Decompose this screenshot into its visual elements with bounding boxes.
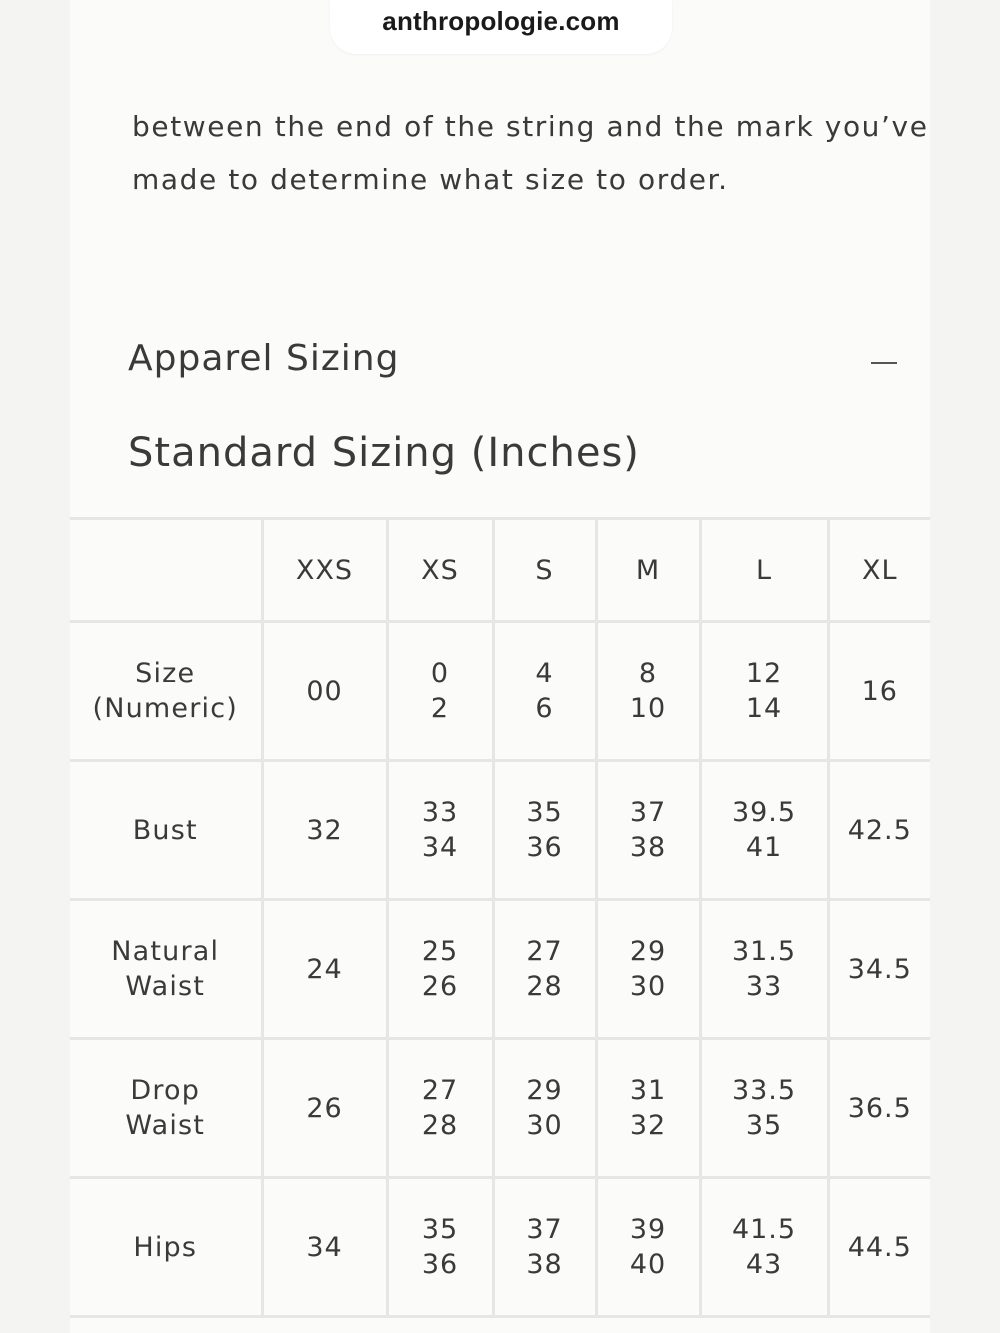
table-cell bbox=[493, 761, 596, 900]
header-cell-empty bbox=[70, 519, 262, 622]
table-cell bbox=[596, 1039, 700, 1178]
header-cell-xxs: XXS bbox=[262, 519, 387, 622]
row-label-line: Bust bbox=[132, 814, 198, 846]
table-cell bbox=[596, 622, 700, 761]
cell-value: 6 bbox=[535, 693, 554, 724]
header-cell-l: L bbox=[700, 519, 828, 622]
cell-value: 8 bbox=[638, 658, 658, 689]
header-cell-m: M bbox=[596, 519, 700, 622]
address-bar[interactable] bbox=[330, 0, 672, 54]
intro-line-1: between the end of the string and the mark you’ve bbox=[132, 110, 929, 143]
cell-value: 31.5 bbox=[731, 936, 797, 967]
cell-value: 34.5 bbox=[847, 953, 912, 985]
cell-value: 42.5 bbox=[847, 814, 912, 846]
row-label-line: Hips bbox=[133, 1231, 198, 1263]
table-row bbox=[70, 900, 930, 1039]
cell-value: 35 bbox=[526, 797, 563, 828]
cell-value: 38 bbox=[526, 1249, 563, 1280]
cell-value: 37 bbox=[629, 797, 667, 828]
header-cell-xl: XL bbox=[828, 519, 930, 622]
cell-value: 43 bbox=[745, 1249, 783, 1280]
cell-value: 2 bbox=[430, 693, 450, 724]
table-cell bbox=[700, 1039, 828, 1178]
header-row bbox=[70, 519, 930, 622]
cell-value: 41.5 bbox=[731, 1214, 797, 1245]
url-text: anthropologie.com bbox=[382, 6, 620, 36]
table-cell bbox=[262, 761, 387, 900]
table-cell bbox=[493, 900, 596, 1039]
intro-line-2: made to determine what size to order. bbox=[132, 163, 729, 196]
cell-value: 33 bbox=[421, 797, 459, 828]
cell-value: 25 bbox=[421, 936, 459, 967]
table-cell bbox=[262, 1039, 387, 1178]
cell-value: 35 bbox=[421, 1214, 459, 1245]
cell-value: 33 bbox=[745, 971, 783, 1002]
table-cell bbox=[596, 761, 700, 900]
row-label-line: Waist bbox=[125, 971, 206, 1002]
table-cell bbox=[828, 900, 930, 1039]
table-cell bbox=[387, 1178, 493, 1317]
header-cell-s: S bbox=[493, 519, 596, 622]
cell-value: 36 bbox=[421, 1249, 459, 1280]
row-label-line: Natural bbox=[111, 936, 220, 967]
row-label bbox=[70, 1178, 262, 1317]
cell-value: 29 bbox=[526, 1075, 563, 1106]
row-label-line: Size bbox=[135, 658, 196, 689]
intro-text bbox=[132, 100, 929, 206]
size-chart-table bbox=[70, 517, 930, 1318]
table-cell bbox=[262, 622, 387, 761]
table-cell bbox=[262, 1178, 387, 1317]
section-title: Apparel Sizing bbox=[128, 338, 400, 379]
cell-value: 24 bbox=[306, 953, 343, 985]
table-cell bbox=[700, 761, 828, 900]
cell-value: 16 bbox=[861, 675, 898, 707]
table-cell bbox=[387, 900, 493, 1039]
table-row bbox=[70, 1039, 930, 1178]
table-cell bbox=[828, 761, 930, 900]
cell-value: 0 bbox=[430, 658, 450, 689]
table-row bbox=[70, 761, 930, 900]
table-row bbox=[70, 1178, 930, 1317]
cell-value: 34 bbox=[421, 832, 459, 863]
row-label bbox=[70, 622, 262, 761]
table-cell bbox=[596, 1178, 700, 1317]
cell-value: 26 bbox=[306, 1092, 343, 1124]
cell-value: 39 bbox=[629, 1214, 667, 1245]
cell-value: 40 bbox=[629, 1249, 667, 1280]
cell-value: 27 bbox=[526, 936, 563, 967]
table-cell bbox=[828, 1178, 930, 1317]
cell-value: 27 bbox=[421, 1075, 459, 1106]
cell-value: 41 bbox=[745, 832, 783, 863]
cell-value: 39.5 bbox=[731, 797, 797, 828]
cell-value: 30 bbox=[629, 971, 667, 1002]
cell-value: 26 bbox=[421, 971, 459, 1002]
minus-icon[interactable] bbox=[871, 362, 897, 364]
table-cell bbox=[493, 622, 596, 761]
row-label bbox=[70, 1039, 262, 1178]
cell-value: 00 bbox=[306, 675, 343, 707]
cell-value: 30 bbox=[526, 1110, 563, 1141]
cell-value: 4 bbox=[535, 658, 554, 689]
cell-value: 36.5 bbox=[847, 1092, 912, 1124]
cell-value: 38 bbox=[629, 832, 667, 863]
table-cell bbox=[387, 761, 493, 900]
cell-value: 12 bbox=[745, 658, 783, 689]
row-label-line: (Numeric) bbox=[92, 693, 239, 724]
table-cell bbox=[596, 900, 700, 1039]
cell-value: 31 bbox=[629, 1075, 667, 1106]
cell-value: 28 bbox=[526, 971, 563, 1002]
header-cell-xs: XS bbox=[387, 519, 493, 622]
cell-value: 37 bbox=[526, 1214, 563, 1245]
row-label bbox=[70, 761, 262, 900]
cell-value: 10 bbox=[629, 693, 667, 724]
cell-value: 14 bbox=[745, 693, 783, 724]
row-label-line: Drop bbox=[130, 1075, 201, 1106]
table-cell bbox=[493, 1039, 596, 1178]
cell-value: 44.5 bbox=[847, 1231, 912, 1263]
cell-value: 32 bbox=[629, 1110, 667, 1141]
table-cell bbox=[828, 1039, 930, 1178]
cell-value: 35 bbox=[745, 1110, 783, 1141]
row-label bbox=[70, 900, 262, 1039]
cell-value: 34 bbox=[306, 1231, 343, 1263]
table-cell bbox=[700, 622, 828, 761]
cell-value: 28 bbox=[421, 1110, 459, 1141]
table-title: Standard Sizing (Inches) bbox=[128, 430, 640, 476]
table-cell bbox=[493, 1178, 596, 1317]
table-cell bbox=[262, 900, 387, 1039]
table-cell bbox=[387, 1039, 493, 1178]
table-cell bbox=[700, 900, 828, 1039]
cell-value: 36 bbox=[526, 832, 563, 863]
table-cell bbox=[387, 622, 493, 761]
table-body bbox=[70, 622, 930, 1317]
table-cell bbox=[700, 1178, 828, 1317]
cell-value: 29 bbox=[629, 936, 667, 967]
table-cell bbox=[828, 622, 930, 761]
cell-value: 33.5 bbox=[731, 1075, 797, 1106]
table-row bbox=[70, 622, 930, 761]
row-label-line: Waist bbox=[125, 1110, 206, 1141]
cell-value: 32 bbox=[306, 814, 343, 846]
